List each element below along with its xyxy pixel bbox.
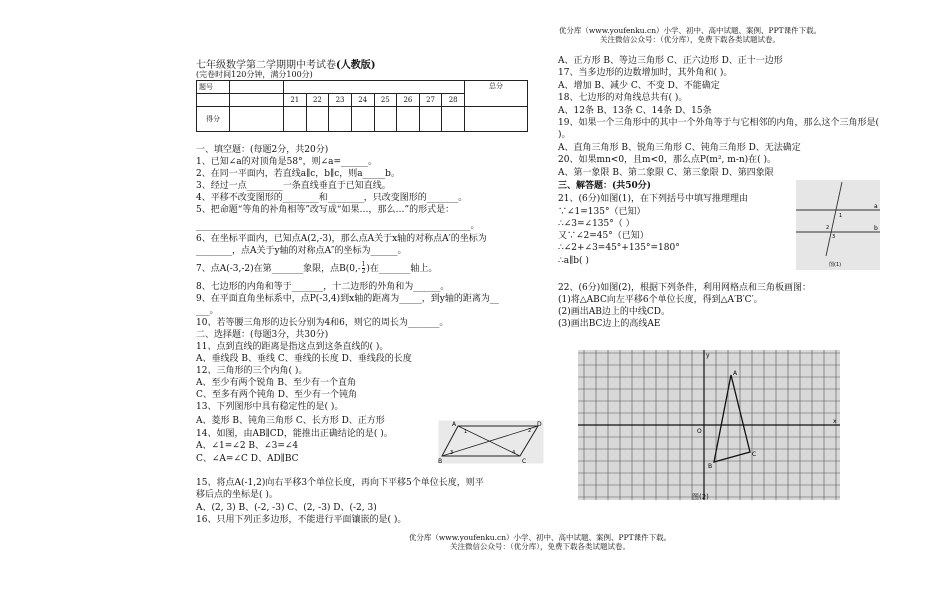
question-8: 8、七边形的内角和等于_______，十二边形的外角和为______。 — [196, 282, 450, 292]
question-6a: 6、在坐标平面内，已知点A(2,-3)，那么点A关于x轴的对称点A′的坐标为 — [196, 234, 487, 244]
question-9a: 9、在平面直角坐标系中，点P(-3,4)到x轴的距离为_____，到y轴的距离为__ — [196, 294, 499, 304]
score-table-num: 26 — [397, 94, 420, 107]
label-c: C — [522, 458, 527, 464]
time-note: (完卷时间120分钟，满分100分) — [196, 70, 313, 79]
question-16-options: A、正方形 B、等边三角形 C、正六边形 D、正十一边形 — [558, 56, 783, 66]
score-table-num: 25 — [374, 94, 397, 107]
parallelogram-figure — [438, 420, 544, 464]
question-9b: ___。 — [196, 306, 219, 316]
question-19-options: A、直角三角形 B、锐角三角形 C、钝角三角形 D、无法确定 — [558, 143, 801, 153]
question-3: 3、经过一点________一条直线垂直于已知直线。 — [196, 181, 391, 191]
score-table-label-number: 题号 — [197, 81, 230, 94]
section-choice-heading: 二、选择题：(每题3分，共30分) — [196, 330, 329, 340]
score-table-num: 23 — [329, 94, 352, 107]
question-20-options: A、第一象限 B、第二象限 C、第三象限 D、第四象限 — [558, 168, 774, 178]
question-21-line-4: ∴∠2+∠3=45°+135°=180° — [558, 243, 680, 253]
label-d: D — [537, 421, 542, 428]
question-11-options: A、垂线段 B、垂线 C、垂线的长度 D、垂线段的长度 — [196, 354, 412, 364]
score-table-num: 27 — [419, 94, 442, 107]
grid-label-a: A — [733, 370, 738, 377]
question-11: 11、点到直线的距离是指这点到这条直线的( )。 — [196, 342, 389, 352]
header-line-1: 优分库（www.youfenku.cn）小学、初中、高中试题、案例、PPT课件下载。 — [558, 26, 822, 35]
question-17-options: A、增加 B、减少 C、不变 D、不能确定 — [558, 81, 720, 91]
question-17: 17、当多边形的边数增加时，其外角和( )。 — [558, 68, 733, 78]
fraction-one-half: $\frac{1}{2}$ — [361, 261, 366, 275]
fig1-label-3: 3 — [832, 234, 836, 240]
exam-title: 七年级数学第二学期期中考试卷(人教版) — [196, 60, 376, 71]
figure-1 — [796, 180, 880, 270]
question-5: 5、把命题“等角的补角相等”改写成“如果…，那么…”的形式是： — [196, 205, 455, 215]
fig1-label-2: 2 — [826, 225, 830, 231]
fig1-label-1: 1 — [839, 213, 843, 219]
score-table-num: 24 — [351, 94, 374, 107]
score-table-num: 21 — [284, 94, 307, 107]
fig1-label-a: a — [874, 203, 878, 210]
question-13-options: A、菱形 B、钝角三角形 C、长方形 D、正方形 — [196, 416, 385, 426]
question-14-options-cd: C、∠A=∠C D、AD∥BC — [196, 454, 299, 464]
grid-label-o: O — [697, 428, 702, 435]
label-3: 3 — [450, 450, 454, 456]
question-18: 18、七边形的对角线总共有( )。 — [558, 93, 688, 103]
fig2-caption: 图(2) — [692, 493, 709, 501]
question-22-line-1: (1)将△ABC向左平移6个单位长度，得到△A′B′C′。 — [558, 295, 763, 305]
question-18-options: A、12条 B、13条 C、14条 D、15条 — [558, 106, 712, 116]
label-4: 4 — [512, 450, 516, 456]
grid-label-c: C — [752, 451, 757, 458]
fig1-caption: 图(1) — [829, 262, 842, 268]
figure-2-grid — [578, 350, 840, 500]
label-1: 1 — [464, 429, 468, 435]
section-answer-heading: 三、解答题：(共50分) — [558, 181, 652, 191]
question-2: 2、在同一平面内，若直线a∥c，b∥c，则a_____b。 — [196, 169, 400, 179]
grid-label-y: y — [706, 352, 710, 359]
question-6b: ________，点A关于y轴的对称点A″的坐标为______。 — [196, 246, 407, 256]
footer-line-1: 优分库（www.youfenku.cn）小学、初中、高中试题、案例、PPT课件下载。 — [408, 533, 672, 542]
grid-label-b: B — [708, 463, 713, 470]
question-22-line-3: (3)画出BC边上的高线AE — [558, 319, 661, 329]
score-table-num: 28 — [442, 94, 465, 107]
question-14-options-ab: A、∠1=∠2 B、∠3=∠4 — [196, 441, 299, 451]
score-table-label-score: 得分 — [197, 107, 230, 132]
question-10: 10、若等腰三角形的边长分别为4和6，则它的周长为_______。 — [196, 318, 449, 328]
question-19b: )。 — [558, 130, 571, 140]
question-4: 4、平移不改变图形的________和________，只改变图形的_______。 — [196, 193, 468, 203]
question-13: 13、下列图形中具有稳定性的是( )。 — [196, 402, 344, 412]
question-20: 20、如果mn<0，且m<0，那么点P(m², m-n)在( )。 — [558, 155, 777, 165]
grid-label-x: x — [833, 418, 837, 425]
score-table — [196, 80, 528, 132]
label-b: B — [438, 458, 443, 464]
question-1: 1、已知∠a的对顶角是58°，则∠a=______。 — [196, 157, 378, 167]
question-21-line-3: 又∵∠2=45°（已知） — [558, 231, 649, 241]
question-12: 12、三角形的三个内角( )。 — [196, 366, 308, 376]
score-table-num: 22 — [306, 94, 329, 107]
question-21-line-1: ∵∠1=135°（已知） — [558, 207, 646, 217]
question-16: 16、只用下列正多边形，不能进行平面镶嵌的是( )。 — [196, 515, 407, 525]
question-22-line-2: (2)画出AB边上的中线CD。 — [558, 307, 670, 317]
question-15b: 移后点的坐标是( )。 — [196, 490, 278, 500]
section-fill-in-heading: 一、填空题：(每题2分，共20分) — [196, 145, 329, 155]
score-table-total: 总分 — [465, 81, 528, 107]
question-12-options-cd: C、至多有两个钝角 D、至少有一个钝角 — [196, 390, 357, 400]
question-7: 7、点A(-3,-2)在第_______象限，点B(0,- $\frac{1}{2}$ )在_______轴上。 — [196, 261, 438, 275]
question-15-options: A、(2, 3) B、(-2, -3) C、(2, -3) D、(-2, 3) — [196, 503, 377, 513]
header-line-2: 关注微信公众号：（优分库），免费下载各类试题试卷。 — [600, 35, 780, 44]
question-15a: 15、将点A(-1,2)向右平移3个单位长度，再向下平移5个单位长度，则平 — [196, 478, 484, 488]
question-12-options-ab: A、至少有两个锐角 B、至少有一个直角 — [196, 378, 356, 388]
question-19a: 19、如果一个三角形中的其中一个外角等于与它相邻的内角，那么这个三角形是( — [558, 118, 879, 128]
fig1-label-b: b — [874, 225, 878, 232]
label-2: 2 — [528, 428, 532, 434]
question-21-line-2: ∴∠3=∠135°（ ） — [558, 219, 635, 229]
question-14: 14、如图，由AB∥CD，能推出正确结论的是( )。 — [196, 429, 393, 439]
question-22: 22、(6分)如图(2)，根据下列条件，利用网格点和三角板画图： — [558, 283, 811, 293]
question-21-line-5: ∴a∥b( ) — [558, 256, 589, 266]
question-21: 21、(6分)如图(1)，在下列括号中填写推理理由 — [558, 194, 748, 204]
label-a: A — [452, 421, 457, 428]
footer-line-2: 关注微信公众号：（优分库），免费下载各类试题试卷。 — [450, 542, 630, 551]
question-5-blank: _____________________________________________________________。 — [196, 221, 480, 231]
